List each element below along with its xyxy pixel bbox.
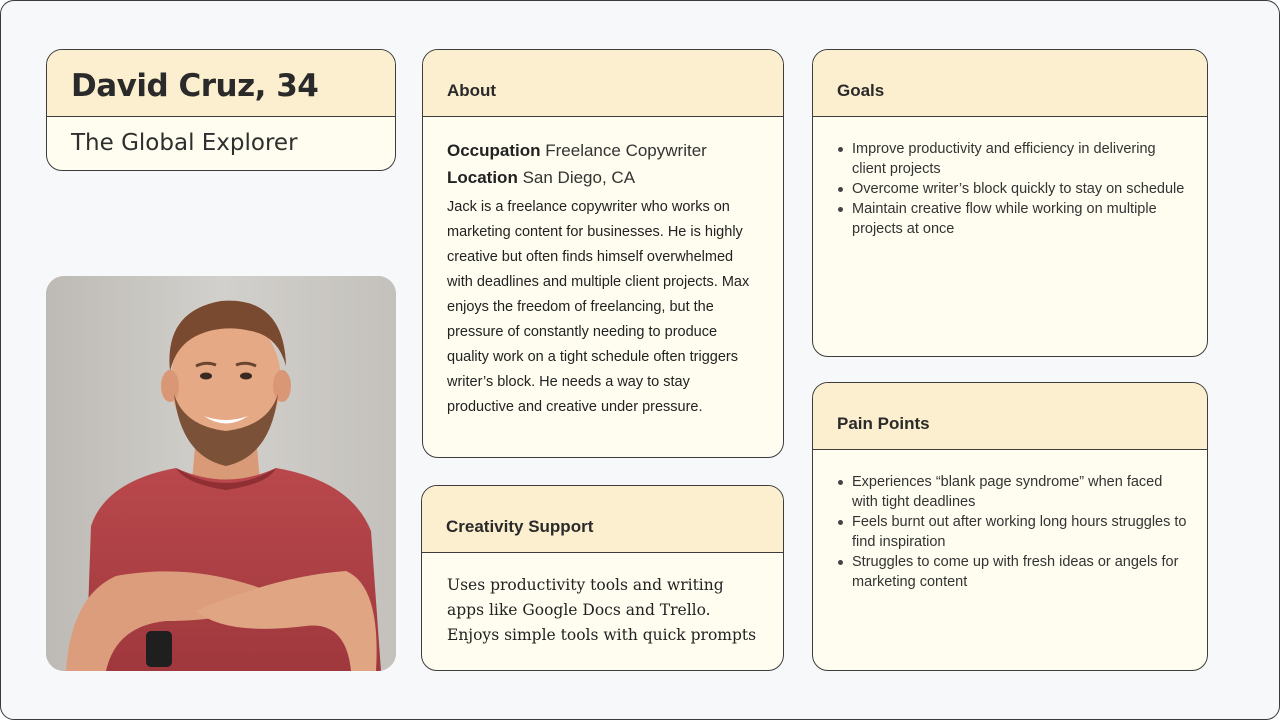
goals-card	[812, 49, 1208, 357]
pain-points-header	[813, 383, 1207, 450]
occupation-label: Occupation	[447, 141, 541, 160]
occupation-row	[447, 137, 759, 164]
creativity-text: Uses productivity tools and writing apps like Google Docs and Trello. Enjoys simple tools with quick prompts	[447, 576, 757, 644]
persona-name: David Cruz, 34	[71, 68, 319, 104]
list-item: Improve productivity and efficiency in delivering client projects	[837, 139, 1187, 179]
list-item: Feels burnt out after working long hours struggles to find inspiration	[837, 512, 1187, 552]
about-description: Jack is a freelance copywriter who works on marketing content for businesses. He is highly creative but often finds himself overwhelmed with deadlines and multiple client projects. Max enjoys the freedom of freelancing, but the pressure of constantly needing to produce quality work on a tight schedule often triggers writer’s block. He needs a way to stay productive and creative under pressure.	[447, 199, 750, 415]
creativity-title: Creativity Support	[446, 517, 594, 536]
name-card	[46, 49, 396, 171]
list-item: Overcome writer’s block quickly to stay on schedule	[837, 179, 1187, 199]
location-row	[447, 164, 759, 191]
occupation-value: Freelance Copywriter	[545, 141, 707, 160]
list-item: Experiences “blank page syndrome” when faced with tight deadlines	[837, 472, 1187, 512]
about-title: About	[447, 81, 497, 100]
about-body	[423, 117, 783, 420]
pain-points-title: Pain Points	[837, 414, 930, 433]
pain-points-card	[812, 382, 1208, 671]
name-card-header	[47, 50, 395, 117]
portrait-illustration	[46, 276, 396, 671]
goals-header	[813, 50, 1207, 117]
goals-list	[813, 117, 1207, 239]
person-portrait-icon	[46, 276, 396, 671]
location-value: San Diego, CA	[522, 168, 636, 187]
about-header	[423, 50, 783, 117]
pain-points-list	[813, 450, 1207, 592]
list-item: Maintain creative flow while working on multiple projects at once	[837, 199, 1187, 239]
about-card	[422, 49, 784, 458]
persona-tagline: The Global Explorer	[71, 130, 298, 156]
creativity-support-card	[421, 485, 784, 671]
list-item: Struggles to come up with fresh ideas or angels for marketing content	[837, 552, 1187, 592]
creativity-header	[422, 486, 783, 553]
location-label: Location	[447, 168, 518, 187]
goals-title: Goals	[837, 81, 885, 100]
